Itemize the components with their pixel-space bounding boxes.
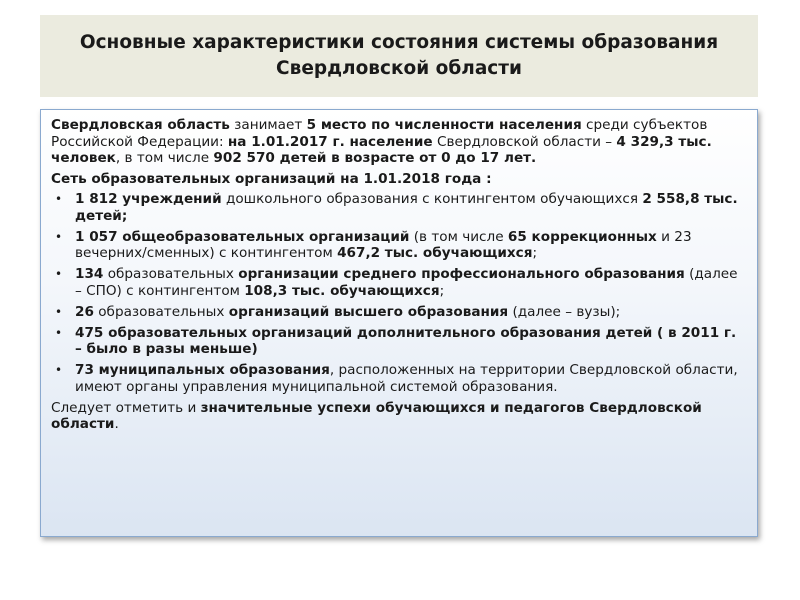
content-box bbox=[40, 109, 758, 537]
intro-rank: 5 место по численности населения bbox=[306, 117, 582, 133]
bullet-icon: • bbox=[55, 325, 63, 340]
slide-title-line2: Свердловской области bbox=[276, 58, 522, 79]
list-item bbox=[51, 362, 745, 395]
list-item bbox=[51, 304, 745, 321]
item-strong: 108,3 тыс. обучающихся bbox=[244, 282, 440, 299]
intro-paragraph bbox=[51, 117, 745, 167]
network-heading bbox=[51, 171, 745, 188]
item-text: и 23 вечерних/сменных) с контингентом bbox=[75, 228, 692, 261]
item-strong: 65 коррекционных bbox=[507, 228, 657, 245]
slide-title bbox=[80, 30, 718, 82]
list-item bbox=[51, 325, 745, 358]
item-text: (далее – вузы); bbox=[508, 303, 621, 320]
list-item bbox=[51, 266, 745, 299]
bullet-icon: • bbox=[55, 363, 63, 377]
item-text: образовательных bbox=[93, 303, 229, 320]
conclusion-text: Следует отметить и bbox=[51, 399, 201, 416]
item-strong: 1 057 общеобразовательных организаций bbox=[75, 228, 410, 245]
item-text: ; bbox=[439, 282, 445, 299]
network-heading-text: Сеть образовательных организаций на 1.01.2018 года : bbox=[51, 170, 492, 187]
item-text: образовательных bbox=[103, 266, 239, 282]
item-strong: 73 муниципальных образования bbox=[75, 362, 330, 378]
intro-text: занимает bbox=[229, 117, 307, 133]
item-text: (далее – СПО) с контингентом bbox=[75, 266, 738, 299]
item-strong: 475 образовательных организаций дополнительного образования детей ( в 2011 г. – было в разы меньше) bbox=[75, 324, 737, 357]
intro-children: 902 570 детей в возрасте от 0 до 17 лет. bbox=[213, 150, 537, 166]
item-text: , расположенных на территории Свердловской области, имеют органы управления муниципальной системой образования. bbox=[75, 362, 738, 395]
item-text: дошкольного образования с контингентом обучающихся bbox=[221, 191, 643, 207]
conclusion-text: . bbox=[114, 416, 119, 432]
item-strong: 2 558,8 тыс. детей; bbox=[75, 191, 738, 224]
list-item bbox=[51, 229, 745, 262]
intro-text: среди субъектов Российской Федерации: bbox=[51, 117, 708, 150]
item-strong: организации среднего профессионального образования bbox=[238, 266, 685, 282]
conclusion-strong: значительные успехи обучающихся и педагогов Свердловской области bbox=[51, 399, 702, 432]
item-strong: 467,2 тыс. обучающихся bbox=[337, 245, 533, 261]
intro-text: , в том числе bbox=[115, 150, 214, 166]
bullet-icon: • bbox=[55, 267, 63, 281]
item-text: ; bbox=[532, 245, 538, 261]
intro-date: на 1.01.2017 г. население bbox=[227, 133, 433, 150]
item-strong: 1 812 учреждений bbox=[75, 191, 222, 207]
item-text: (в том числе bbox=[409, 228, 508, 245]
bullet-icon: • bbox=[55, 304, 63, 319]
organizations-list bbox=[51, 191, 745, 395]
intro-text: Свердловской области – bbox=[432, 133, 617, 150]
intro-population: 4 329,3 тыс. человек bbox=[51, 133, 712, 166]
item-strong: организаций высшего образования bbox=[228, 303, 509, 320]
title-banner bbox=[40, 15, 758, 97]
bullet-icon: • bbox=[55, 192, 63, 206]
item-strong: 26 bbox=[75, 303, 94, 320]
intro-region: Свердловская область bbox=[51, 117, 230, 133]
bullet-icon: • bbox=[55, 229, 63, 244]
list-item bbox=[51, 191, 745, 224]
conclusion-paragraph bbox=[51, 400, 745, 433]
slide-title-line1: Основные характеристики состояния системы образования bbox=[79, 32, 719, 53]
item-strong: 134 bbox=[75, 266, 104, 282]
